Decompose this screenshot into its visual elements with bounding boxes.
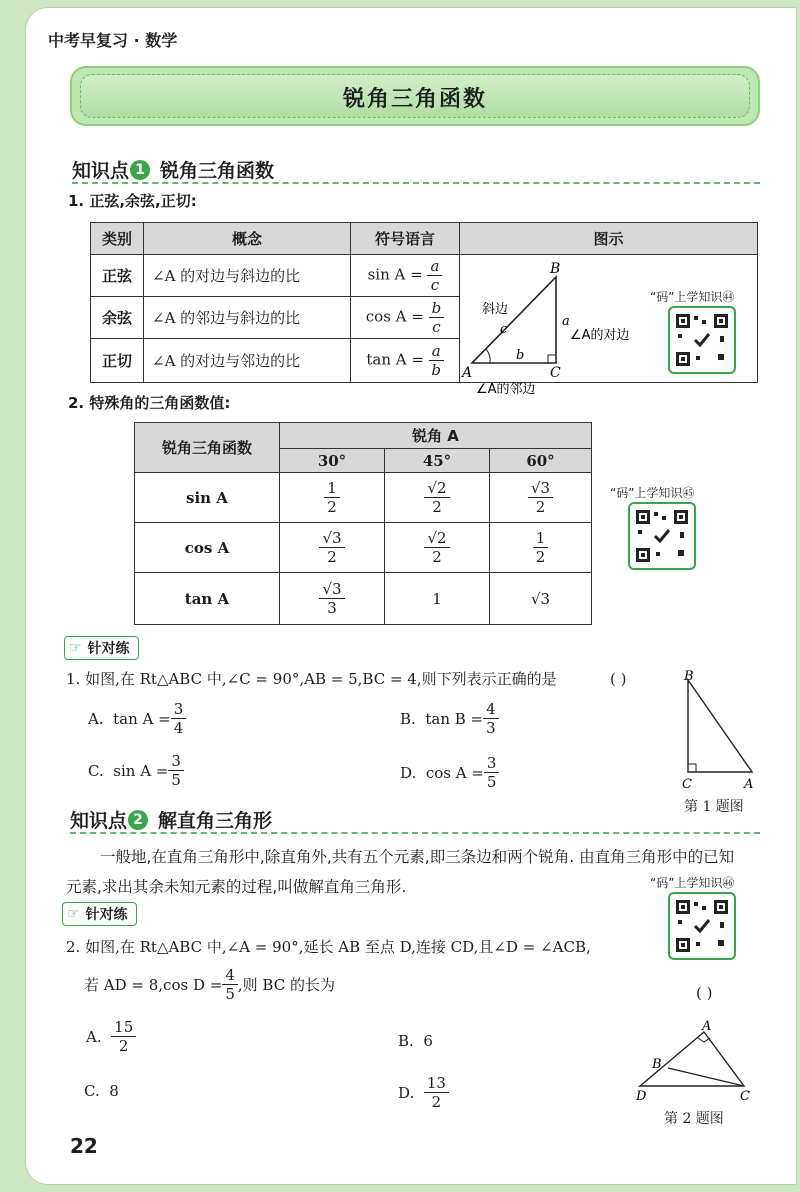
frac-num: 1 <box>533 529 549 548</box>
value-cell <box>385 523 490 573</box>
frac-den: 4 <box>173 719 184 737</box>
practice-tag <box>64 636 139 660</box>
col-header-symbol: 符号语言 <box>351 223 460 255</box>
symbol-text: sin A = <box>367 265 423 284</box>
value-cell <box>490 523 592 573</box>
frac-den: 2 <box>432 498 442 516</box>
frac-num: 3 <box>484 754 500 773</box>
fn-cell: sin A <box>135 473 280 523</box>
option-c[interactable] <box>84 1082 119 1100</box>
section-divider <box>70 832 760 834</box>
frac-den: 2 <box>535 498 546 516</box>
frac-num: a <box>427 257 442 276</box>
vertex-label-a: A <box>744 777 754 792</box>
question-2-line-1: 2. 如图,在 Rt△ABC 中,∠A = 90°,延长 AB 至点 D,连接 CD,且∠D = ∠ACB, <box>66 938 591 956</box>
section-divider <box>72 182 760 184</box>
q2-text-a: 若 AD = 8,cos D = <box>84 976 223 994</box>
table-row <box>135 473 592 523</box>
frac-den: 2 <box>327 498 337 516</box>
option-letter: A. <box>86 1027 102 1046</box>
special-angle-table <box>134 422 592 625</box>
option-letter: D. <box>400 763 417 782</box>
option-value: 8 <box>109 1082 119 1100</box>
cell-concept: ∠A 的对边与邻边的比 <box>144 339 351 383</box>
qr-label: “码”上学知识㊻ <box>650 876 735 890</box>
cell-concept: ∠A 的对边与斜边的比 <box>144 255 351 297</box>
section-heading-2 <box>70 806 272 833</box>
frac-num: b <box>429 299 445 318</box>
answer-bracket-2[interactable]: ( ) <box>696 984 713 1002</box>
qr-code-3[interactable] <box>668 892 736 960</box>
option-letter: A. <box>88 709 104 728</box>
frac-den: 5 <box>171 771 181 789</box>
vertex-label-c: C <box>550 365 561 381</box>
corner-header: 锐角三角函数 <box>135 423 280 473</box>
frac-den: 2 <box>327 548 337 566</box>
section-title: 解直角三角形 <box>158 810 273 832</box>
frac-den: b <box>431 361 441 379</box>
hand-pointer-icon: ☞ <box>69 640 82 656</box>
option-expr: tan B = <box>425 709 484 728</box>
section-kp-label: 知识点 <box>72 160 130 182</box>
fn-cell: cos A <box>135 523 280 573</box>
chapter-title: 锐角三角函数 <box>342 87 487 112</box>
section-number: 1 <box>130 160 150 180</box>
figure-1-caption: 第 1 题图 <box>684 799 744 815</box>
option-letter: D. <box>398 1083 415 1102</box>
frac-num: 3 <box>168 752 184 771</box>
value-cell <box>280 473 385 523</box>
vertex-label-b: B <box>550 261 561 277</box>
frac-den: 2 <box>432 548 442 566</box>
table-row <box>135 573 592 625</box>
frac-den: c <box>430 276 440 294</box>
practice-label: 针对练 <box>87 641 130 657</box>
option-b[interactable] <box>400 700 499 737</box>
practice-label: 针对练 <box>85 907 128 923</box>
option-b[interactable] <box>398 1032 433 1050</box>
option-a[interactable] <box>86 1018 136 1055</box>
qr-code-1[interactable] <box>668 306 736 374</box>
option-letter: B. <box>398 1032 414 1050</box>
frac-num: √2 <box>424 479 449 498</box>
value-cell <box>385 473 490 523</box>
group-header: 锐角 A <box>280 423 592 449</box>
option-letter: C. <box>88 761 104 780</box>
question-1-text: 1. 如图,在 Rt△ABC 中,∠C = 90°,AB = 5,BC = 4,则下列表示正确的是 <box>66 670 557 688</box>
figure-1-triangle <box>674 668 764 794</box>
col-header-diagram: 图示 <box>460 223 758 255</box>
frac-den: 2 <box>431 1093 442 1111</box>
symbol-text: cos A = <box>365 307 424 326</box>
frac-den: 3 <box>486 719 496 737</box>
section-number: 2 <box>128 810 148 830</box>
cell-symbol <box>351 339 460 383</box>
frac-den: 5 <box>225 985 235 1003</box>
frac-num: √3 <box>319 580 344 599</box>
answer-bracket-1[interactable]: ( ) <box>610 670 627 688</box>
angle-header: 30° <box>280 449 385 473</box>
question-2-line-2 <box>84 966 335 1003</box>
hypotenuse-label: 斜边 <box>482 302 509 317</box>
cell-symbol <box>351 255 460 297</box>
qr-icon <box>636 510 688 562</box>
frac-num: 4 <box>222 966 238 985</box>
vertex-label-a: A <box>702 1019 712 1034</box>
figure-2-caption: 第 2 题图 <box>664 1111 724 1127</box>
adjacent-label: ∠A的邻边 <box>476 382 536 397</box>
practice-tag <box>62 902 137 926</box>
frac-num: √3 <box>319 529 344 548</box>
frac-num: √3 <box>528 479 553 498</box>
vertex-label-b: B <box>652 1057 662 1072</box>
cell-category: 余弦 <box>91 297 144 339</box>
qr-label: “码”上学知识㊺ <box>610 486 695 500</box>
value-cell <box>280 573 385 625</box>
frac-num: √2 <box>424 529 449 548</box>
figure-2-triangle <box>632 1018 762 1104</box>
definition-paragraph: 一般地,在直角三角形中,除直角外,共有五个元素,即三条边和两个锐角. 由直角三角形中的已知元素,求出其余未知元素的过程,叫做解直角三角形. <box>66 848 735 896</box>
cell-concept: ∠A 的邻边与斜边的比 <box>144 297 351 339</box>
option-a[interactable] <box>88 700 186 737</box>
qr-label: “码”上学知识㊹ <box>650 290 735 304</box>
option-letter: B. <box>400 709 416 728</box>
option-expr: sin A = <box>113 761 169 780</box>
running-header: 中考早复习 · 数学 <box>48 31 178 50</box>
option-expr: tan A = <box>113 709 171 728</box>
vertex-label-c: C <box>740 1089 750 1104</box>
frac-num: a <box>429 342 444 361</box>
page-number: 22 <box>70 1134 98 1158</box>
col-header-concept: 概念 <box>144 223 351 255</box>
frac-den: 2 <box>535 548 546 566</box>
vertex-label-d: D <box>636 1089 647 1104</box>
option-expr: cos A = <box>425 763 484 782</box>
side-label-b: b <box>516 348 525 363</box>
option-c[interactable] <box>88 752 184 789</box>
section-kp-label: 知识点 <box>70 810 128 832</box>
frac-den: c <box>432 318 441 336</box>
cell-category: 正切 <box>91 339 144 383</box>
qr-code-2[interactable] <box>628 502 696 570</box>
frac-den: 5 <box>486 773 497 791</box>
table-row <box>135 523 592 573</box>
value-cell: √3 <box>490 573 592 625</box>
col-header-category: 类别 <box>91 223 144 255</box>
subheading-1: 1. 正弦,余弦,正切: <box>68 192 197 210</box>
chapter-banner <box>70 66 760 126</box>
section-heading-1 <box>72 156 274 183</box>
section-title: 锐角三角函数 <box>160 160 275 182</box>
cell-symbol <box>351 297 460 339</box>
side-label-a: a <box>562 314 570 329</box>
qr-icon <box>676 900 728 952</box>
subheading-2: 2. 特殊角的三角函数值: <box>68 394 231 412</box>
option-value: 6 <box>423 1032 433 1050</box>
frac-num: 1 <box>324 479 340 498</box>
frac-den: 3 <box>327 599 337 617</box>
value-cell <box>490 473 592 523</box>
angle-header: 45° <box>385 449 490 473</box>
value-cell <box>280 523 385 573</box>
vertex-label-b: B <box>684 669 694 684</box>
value-cell: 1 <box>385 573 490 625</box>
side-label-c: c <box>500 322 508 337</box>
hand-pointer-icon: ☞ <box>67 906 80 922</box>
frac-num: 15 <box>111 1018 136 1037</box>
frac-num: 4 <box>483 700 499 719</box>
angle-header: 60° <box>490 449 592 473</box>
fn-cell: tan A <box>135 573 280 625</box>
frac-num: 13 <box>424 1074 449 1093</box>
cell-category: 正弦 <box>91 255 144 297</box>
vertex-label-a: A <box>462 365 473 381</box>
frac-num: 3 <box>171 700 187 719</box>
vertex-label-c: C <box>682 777 692 792</box>
opposite-label: ∠A的对边 <box>570 328 630 343</box>
qr-icon <box>676 314 728 366</box>
symbol-text: tan A = <box>366 350 424 369</box>
option-letter: C. <box>84 1082 100 1100</box>
option-d[interactable] <box>398 1074 449 1111</box>
frac-den: 2 <box>118 1037 129 1055</box>
q2-text-b: ,则 BC 的长为 <box>237 976 335 994</box>
option-d[interactable] <box>400 754 499 791</box>
